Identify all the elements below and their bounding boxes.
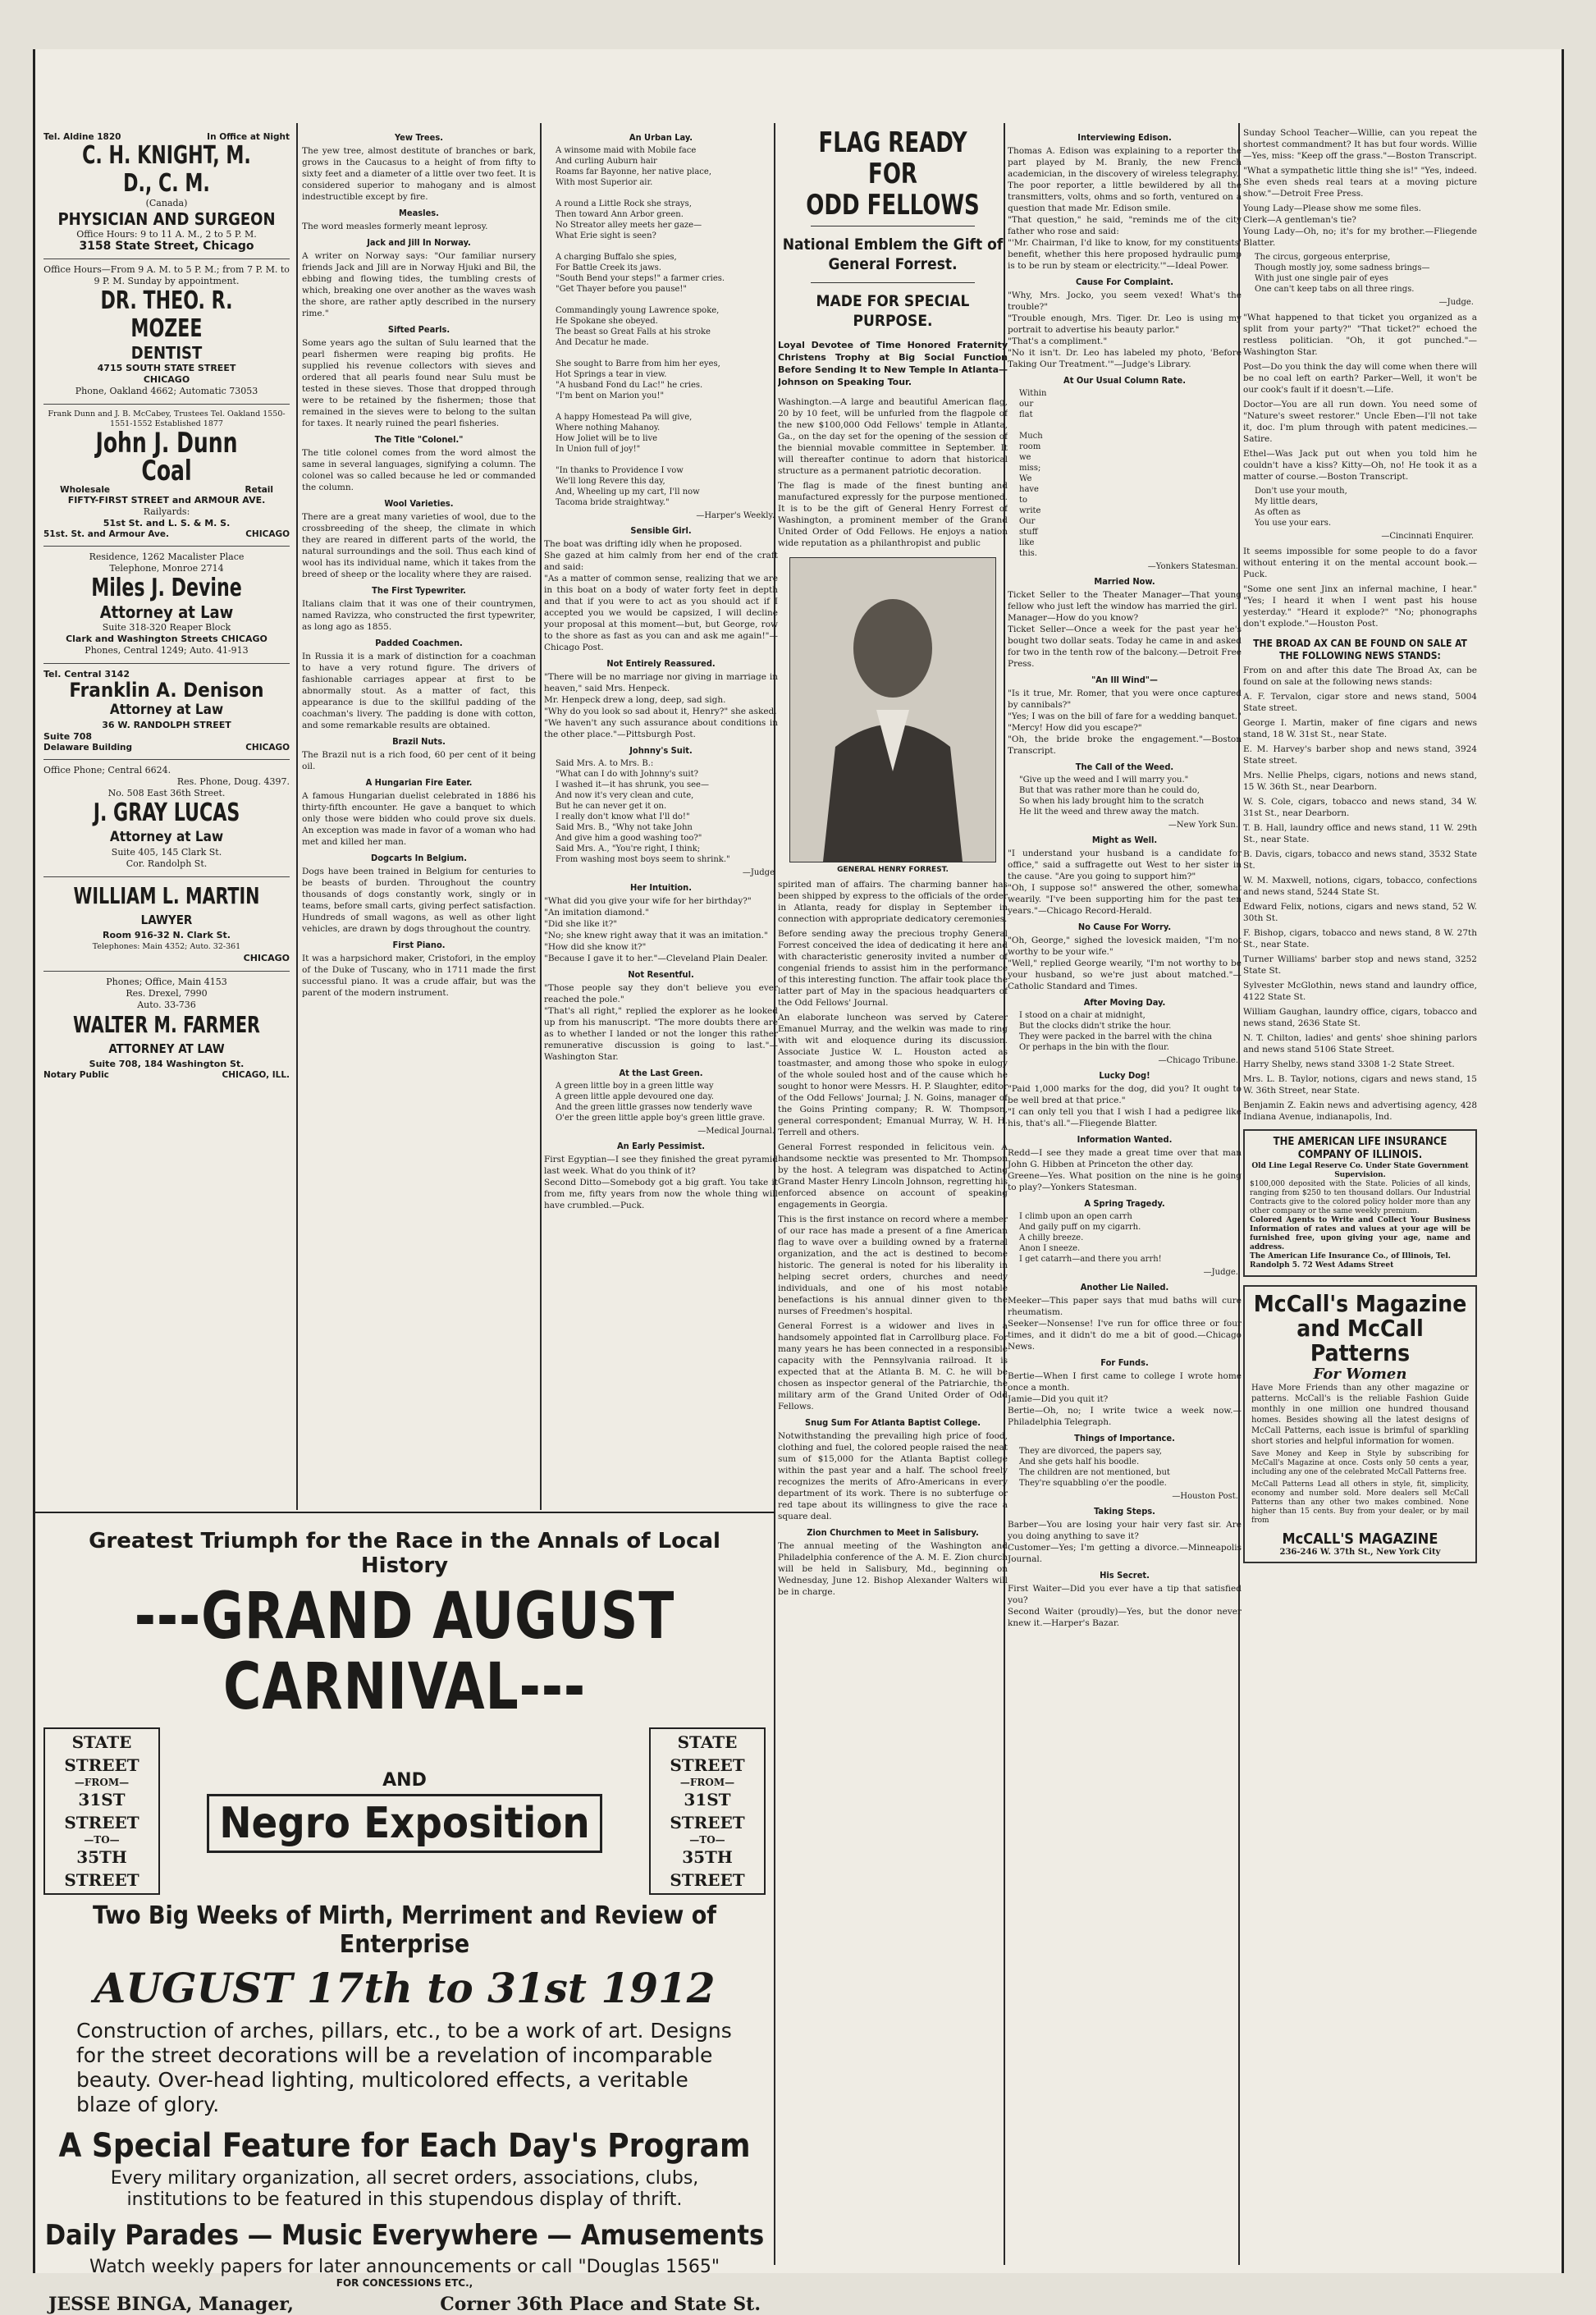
- brief-text: It was a harpsichord maker, Cristofori, in the employ of the Duke of Tuscany, who in 1711 made the first successful piano. It was a crude affair, but was the parent of the modern instrument.: [302, 954, 536, 998]
- card-farmer: Phones; Office, Main 4153 Res. Drexel, 7990 Auto. 33-736 WALTER M. FARMER ATTORNEY AT LAW Suite 708, 184 Washington St. Notary Public CHICAGO, ILL.: [43, 977, 290, 1080]
- joke-text: Meeker—This paper says that mud baths will cure rheumatism. Seeker—Nonsense! I've run for office three or four times, and it didn't do me a bit of good.—Chicago News.: [1008, 1296, 1242, 1352]
- humor-heading: An Urban Lay.: [629, 132, 693, 143]
- newsstand-entry: Sylvester McGlothin, news stand and laundry office, 4122 State St.: [1243, 981, 1477, 1002]
- joke-heading: Information Wanted.: [1077, 1134, 1173, 1145]
- quip-text: Sunday School Teacher—Willie, can you repeat the shortest commandment? It has but four words. Willie—Yes, miss: "Keep off the grass."—Boston Transcript.: [1243, 128, 1477, 161]
- humor-text: "There will be no marriage nor giving in marriage in heaven," said Mrs. Henpeck. Mr. Henpeck drew a long, deep, sad sigh. "Why do you look so sad about it, Henry?" she asked. "We haven't any such assurance about conditions in the other place."—Pittsburgh Post.: [544, 672, 778, 739]
- joke-heading: A Spring Tragedy.: [1084, 1198, 1165, 1209]
- card-lucas: Office Phone; Central 6624. Res. Phone, Doug. 4397. No. 508 East 36th Street. J. GRAY LUCAS Attorney at Law Suite 405, 145 Clark St. Cor. Randolph St.: [43, 760, 290, 877]
- newsstand-entry: T. B. Hall, laundry office and news stand, 11 W. 29th St., near State.: [1243, 823, 1477, 844]
- column-flag-article: FLAG READY FOR ODD FELLOWS National Emblem the Gift of General Forrest. MADE FOR SPECIAL PURPOSE. Loyal Devotee of Time Honored Fraternity Christens Trophy at Big Social Function Before Sending It to New Temple In Atlanta—Johnson on Speaking Tour. Washington.—A large and beautiful American flag, 20 by 10 feet, will be unfurled from the flagpole of the new $100,000 Odd Fellows' temple in Atlanta, Ga., on the day set for the opening of the session of the biennial movable committee in September. It will thereafter continue to adorn that historical structure as a permanent patriotic decoration. The flag is made of the finest bunting and manufactured expressly for the purpose mentioned. It is to be the gift of General Henry Forrest of Washington, a prominent member of the Grand United Order of Odd Fellows. He enjoys a nation wide reputation as a philanthropist and public GENERAL HENRY FORREST. spirited man of affairs. The charming banner has been shipped by express to the officials of the order in Atlanta, ready for display in September in connection with appropriate dedicatory ceremonies. Before sending away the precious trophy General Forrest conceived the idea of dedicating it here and with characteristic generosity invited a number of congenial friends to assist him in the performance of this interesting function. The affair took place the latter part of May in the spacious headquarters of the Odd Fellows' Journal. An elaborate luncheon was served by Caterer Emanuel Murray, and the welkin was made to ring with wit and eloquence during its discussion. Associate Justice W. L. Houston acted as toastmaster, and among those who spoke in eulogy of the whole souled host and of the cause which he sought to honor were Messrs. H. P. Slaughter, editor of the Odd Fellows' Journal; J. N. Goins, manager of the Goins Printing company; R. W. Thompson, general correspondent; Emanual Murray, W. H. H. Terrell and others. General Forrest responded in felicitous vein. A handsome necktie was presented to Mr. Thompson by the host. A telegram was dispatched to Acting Grand Master Henry Lincoln Johnson, regretting his enforced absence on account of speaking engagements in Georgia. This is the first instance on record where a member of our race has made a present of a fine American flag to wave over a building owned by a fraternal organization, and the act is destined to become historic. The general is noted for his liberality in helping secret orders, churches and needy individuals, and one of his most notable benefactions is his annual dinner given to the nurses of Freedmen's hospital. General Forrest is a widower and lives in a handsomely appointed flat in Carrollburg place. For many years he has been connected in a responsible capacity with the Pennsylvania railroad. It is expected that at the Atlanta B. M. C. he will be chosen as inspector general of the Patriarchie, the military arm of the Grand United Order of Odd Fellows. Snug Sum For Atlanta Baptist College. Notwithstanding the prevailing high price of food, clothing and fuel, the colored people raised the neat sum of $15,000 for the Atlanta Baptist college within the past year and a half. The school freely recognizes the merits of Afro-Americans in every department of its work. There is no subterfuge or red tape about its willingness to give the race a square deal. Zion Churchmen to Meet in Salisbury. The annual meeting of the Washington and Philadelphia conference of the A. M. E. Zion church will be held in Salisbury, Md., beginning on Wednesday, June 12. Bishop Alexander Walters will be in charge.: [778, 127, 1008, 1597]
- newsstand-entry: Benjamin Z. Eakin news and advertising agency, 428 Indiana Avenue, indianapolis, Ind.: [1243, 1100, 1477, 1122]
- humor-source: —Judge: [742, 868, 775, 877]
- portrait-caption: GENERAL HENRY FORREST.: [837, 866, 949, 874]
- humor-verse: A winsome maid with Mobile face And curling Auburn hair Roams far Bayonne, her native place, With most Superior air. A round a Little Rock she strays, Then toward Ann Arbor green. No Streator alley meets her gaze— What Erie sight is seen? A charging Buffalo she spies, For Battle Creek its jaws. "South Bend your steps!" a farmer cries. "Get Thayer before you pause!" Commandingly young Lawrence spoke, He Spokane she obeyed. The beast so Great Falls at his stroke And Decatur he made. She sought to Barre from him her eyes, Hot Springs a tear in view. "A husband Fond du Lac!" he cries. "I'm bent on Marion you!" A happy Homestead Pa will give, Where nothing Mahanoy. How Joliet will be to live In Union full of joy!" "In thanks to Providence I vow We'll long Revere this day, And, Wheeling up my cart, I'll now Tacoma bride straightway.": [556, 146, 725, 507]
- joke-text: "I understand your husband is a candidate for office," said a suffragette out West to her sister in the cause. "Are you going to support him?" "Oh, I suppose so!" answered the other, somewhat wearily. "I've been supporting him for the past ten years."—Chicago Record-Herald.: [1008, 849, 1242, 916]
- card-dunn: Frank Dunn and J. B. McCabey, Trustees Tel. Oakland 1550-1551-1552 Established 1877 John J. Dunn Coal Wholesale Retail FIFTY-FIRST STREET and ARMOUR AVE. Railyards: 51st St. and L. S. & M. S. 51st. St. and Armour Ave. CHICAGO: [43, 405, 290, 547]
- joke-heading: The Call of the Weed.: [1075, 762, 1174, 772]
- joke-text: Thomas A. Edison was explaining to a reporter the part played by M. Branly, the new French academician, in the discovery of wireless telegraphy. The poor reporter, a little bewildered by all the transmitters, volts, ohms and so forth, ventured on a question that made Mr. Edison smile. "That question," he said, "reminds me of the city father who rose and said: "'Mr. Chairman, I'd like to know, for my constituents' benefit, whether this here proposed hydraulic pump is to be run by steam or electricity.'"—Ideal Power.: [1008, 146, 1242, 271]
- humor-text: "What did you give your wife for her birthday?" "An imitation diamond." "Did she like it?" "No; she knew right away that it was an imitation." "How did she know it?" "Because I gave it to her."—Cleveland Plain Dealer.: [544, 896, 768, 963]
- joke-heading: Cause For Complaint.: [1076, 277, 1173, 287]
- joke-heading: At Our Usual Column Rate.: [1063, 375, 1186, 386]
- joke-heading: For Funds.: [1100, 1357, 1149, 1368]
- joke-text: Redd—I see they made a great time over that man John G. Hibben at Princeton the other day. Greene—Yes. What position on the nine is he going to play?—Yonkers Statesman.: [1008, 1148, 1242, 1192]
- newspaper-page: [33, 49, 1564, 2315]
- card-mozee: Office Hours—From 9 A. M. to 5 P. M.; from 7 P. M. to 9 P. M. Sunday by appointment. DR. THEO. R. MOZEE DENTIST 4715 SOUTH STATE STREET CHICAGO Phone, Oakland 4662; Automatic 73053: [43, 259, 290, 405]
- card-devine: Residence, 1262 Macalister Place Telephone, Monroe 2714 Miles J. Devine Attorney at Law Suite 318-320 Reaper Block Clark and Washington Streets CHICAGO Phones, Central 1249; Auto. 41-913: [43, 547, 290, 664]
- joke-source: —Judge.: [1203, 1268, 1238, 1277]
- joke-text: "Is it true, Mr. Romer, that you were once captured by cannibals?" "Yes; I was on the bill of fare for a wedding banquet." "Mercy! How did you escape?" "Oh, the bride broke the engagement."—Boston Transcript.: [1008, 689, 1242, 756]
- joke-text: Barber—You are losing your hair very fast sir. Are you doing anything to save it? Customer—Yes; I'm getting a divorce.—Minneapolis Journal.: [1008, 1520, 1242, 1564]
- humor-source: —Medical Journal.: [697, 1127, 775, 1136]
- quip-text: "What happened to that ticket you organized as a split from your party?" "That ticket?" echoed the restless politician. "Oh, it got punched."—Washington Star.: [1243, 313, 1477, 357]
- newsstand-entry: B. Davis, cigars, tobacco and news stand, 3532 State St.: [1243, 849, 1477, 871]
- joke-source: —Yonkers Statesman.: [1147, 562, 1238, 571]
- joke-source: —New York Sun.: [1168, 821, 1238, 830]
- newsstand-entry: E. M. Harvey's barber shop and news stand, 3924 State street.: [1243, 744, 1477, 766]
- humor-heading: An Early Pessimist.: [617, 1141, 705, 1151]
- joke-text: Ticket Seller to the Theater Manager—That young fellow who just left the window has married the girl. Manager—How do you know? Ticket Seller—Once a week for the past year he's bought two dollar seats. Today he came in and asked for two in the tenth row of the balcony.—Detroit Free Press.: [1008, 590, 1242, 669]
- humor-heading: Not Resentful.: [628, 969, 694, 980]
- mccall-ad: McCall's Magazine and McCall Patterns For Women Have More Friends than any other magazine or patterns. McCall's is the reliable Fashion Guide monthly in one million one hundred thousand homes. Besides showing all the latest designs of McCall Patterns, each issue is brimful of sparkling short stories and helpful information for women. Save Money and Keep in Style by subscribing for McCall's Magazine at once. Costs only 50 cents a year, including any one of the celebrated McCall Patterns free. McCall Patterns Lead all others in style, fit, simplicity, economy and number sold. More dealers sell McCall Patterns than any other two makes combined. None higher than 15 cents. Buy from your dealer, or by mail from McCALL'S MAGAZINE 236-246 W. 37th St., New York City: [1243, 1285, 1477, 1563]
- joke-verse: I climb upon an open carrh And gaily puff on my cigarrh. A chilly breeze. Anon I sneeze. I get catarrh—and there you arrh!: [1019, 1212, 1162, 1264]
- brief-heading: Jack and Jill In Norway.: [367, 237, 471, 248]
- newsstand-entry: A. F. Tervalon, cigar store and news stand, 5004 State street.: [1243, 692, 1477, 713]
- joke-heading: "An Ill Wind"—: [1091, 675, 1158, 685]
- article-deck: Loyal Devotee of Time Honored Fraternity Christens Trophy at Big Social Function Before Sending It to New Temple In Atlanta—Johnson on Speaking Tour.: [778, 340, 1008, 387]
- brief-text: The Brazil nut is a rich food, 60 per cent of it being oil.: [302, 750, 536, 771]
- joke-heading: Might as Well.: [1091, 835, 1158, 845]
- humor-heading: Sensible Girl.: [630, 525, 692, 536]
- brief-text: The title colonel comes from the word almost the same in several languages, signifying a column. The colonel was so called because he led or commanded the column.: [302, 448, 536, 492]
- card-knight: Tel. Aldine 1820 In Office at Night C. H. KNIGHT, M. D., C. M. (Canada) PHYSICIAN AND SURGEON Office Hours: 9 to 11 A. M., 2 to 5 P. M. 3158 State Street, Chicago: [43, 127, 290, 259]
- knight-name: C. H. KNIGHT, M. D., C. M.: [82, 141, 251, 198]
- ad-tagline: Greatest Triumph for the Race in the Annals of Local History: [89, 1529, 720, 1578]
- newsstand-entry: W. S. Cole, cigars, tobacco and news stand, 34 W. 31st St., near Dearborn.: [1243, 797, 1477, 818]
- quip-text: Doctor—You are all run down. You need some of "Nature's sweet restorer." Uncle Eben—I'll not take it, doc. I'm plum through with patent medicines.—Satire.: [1243, 400, 1477, 444]
- joke-text: "Why, Mrs. Jocko, you seem vexed! What's the trouble?" "Trouble enough, Mrs. Tiger. Dr. Leo is using my portrait to advertise his beauty parlor." "That's a compliment." "No it isn't. Dr. Leo has labeled my photo, 'Before Taking Our Treatment.'"—Judge's Library.: [1008, 291, 1242, 369]
- brief-heading: Padded Coachmen.: [375, 638, 463, 648]
- newsstand-entry: Turner Williams' barber stop and news stand, 3252 State St.: [1243, 954, 1477, 976]
- joke-text: "Paid 1,000 marks for the dog, did you? It ought to be well bred at that price." "I can only tell you that I wish I had a pedigree like his, that's all."—Fliegende Blatter.: [1008, 1084, 1242, 1128]
- humor-source: —Harper's Weekly.: [696, 511, 775, 520]
- newsstand-entry: W. M. Maxwell, notions, cigars, tobacco, confections and news stand, 5244 State St.: [1243, 876, 1477, 897]
- joke-heading: Taking Steps.: [1094, 1506, 1155, 1517]
- humor-text: "Those people say they don't believe you ever reached the pole." "That's all right," replied the explorer as he looked up from his manuscript. "The more doubts there are as to whether I landed or not the longer this rather remunerative discussion is going to last."—Washington Star.: [544, 983, 778, 1062]
- newsstand-entry: Edward Felix, notions, cigars and news stand, 52 W. 30th St.: [1243, 902, 1477, 923]
- quip-text: Post—Do you think the day will come when there will be no coal left on earth? Parker—Well, it won't be our cook's fault if it doesn't.—Life.: [1243, 362, 1477, 395]
- humor-text: The boat was drifting idly when he proposed. She gazed at him calmly from her end of the craft and said: "As a matter of common sense, realizing that we are in this boat on a body of water forty feet in depth and that if you were to act as you should act if I accepted you we would be capsized, I will decline your proposal at this moment—but, but George, row to the shore as fast as you can and ask me again!"—Chicago Post.: [544, 539, 778, 652]
- quip-text: Young Lady—Please show me some files. Clerk—A gentleman's tie? Young Lady—Oh, no; it's for my brother.—Fliegende Blatter.: [1243, 204, 1477, 248]
- quip-verse: The circus, gorgeous enterprise, Though mostly joy, some sadness brings— With just one single pair of eyes One can't keep tabs on all three rings.: [1255, 253, 1430, 294]
- brief-heading: Wool Varieties.: [384, 498, 454, 509]
- quip-source: —Judge.: [1438, 298, 1474, 307]
- joke-heading: Things of Importance.: [1074, 1433, 1175, 1443]
- humor-heading: Not Entirely Reassured.: [606, 658, 716, 669]
- newsstand-entry: William Gaughan, laundry office, cigars, tobacco and news stand, 2636 State St.: [1243, 1007, 1477, 1028]
- column-misc: Sunday School Teacher—Willie, can you repeat the shortest commandment? It has but four words. Willie—Yes, miss: "Keep off the grass."—Boston Transcript. "What a sympathetic little thing she is!" "Yes, indeed. She even sheds real tears at a moving picture show."—Detroit Free Press. Young Lady—Please show me some files. Clerk—A gentleman's tie? Young Lady—Oh, no; it's for my brother.—Fliegende Blatter. The circus, gorgeous enterprise, Though mostly joy, some sadness brings— With just one single pair of eyes One can't keep tabs on all three rings. —Judge. "What happened to that ticket you organized as a split from your party?" "That ticket?" echoed the restless politician. "Oh, it got punched."—Washington Star. Post—Do you think the day will come when there will be no coal left on earth? Parker—Well, it won't be our cook's fault if it doesn't.—Life. Doctor—You are all run down. You need some of "Nature's sweet restorer." Uncle Eben—I'll not take it, doc. I'm plum through with patent medicines.—Satire. Ethel—Was Jack put out when you told him he couldn't have a kiss? Kitty—Oh, no! He took it as a matter of course.—Boston Transcript. Don't use your mouth, My little dears, As often as You use your ears. —Cincinnati Enquirer. It seems impossible for some people to do a favor without entering it on the mental account book.—Puck. "Some one sent Jinx an infernal machine, I hear." "Yes; I heard it when I went past his house yesterday." "Heard it explode?" "No; phonographs don't explode."—Houston Post. THE BROAD AX CAN BE FOUND ON SALE AT THE FOLLOWING NEWS STANDS: From on and after this date The Broad Ax, can be found on sale at the following news stands: A. F. Tervalon, cigar store and news stand, 5004 State street. George I. Martin, maker of fine cigars and news stand, 18 W. 31st St., near State. E. M. Harvey's barber shop and news stand, 3924 State street. Mrs. Nellie Phelps, cigars, notions and news stand, 15 W. 36th St., near Dearborn. W. S. Cole, cigars, tobacco and news stand, 34 W. 31st St., near Dearborn. T. B. Hall, laundry office and news stand, 11 W. 29th St., near State. B. Davis, cigars, tobacco and news stand, 3532 State St. W. M. Maxwell, notions, cigars, tobacco, confections and news stand, 5244 State St. Edward Felix, notions, cigars and news stand, 52 W. 30th St. F. Bishop, cigars, tobacco and news stand, 8 W. 27th St., near State. Turner Williams' barber stop and news stand, 3252 State St. Sylvester McGlothin, news stand and laundry office, 4122 State St. William Gaughan, laundry office, cigars, tobacco and news stand, 2636 State St. N. T. Chilton, ladies' and gents' shoe shining parlors and news stand 5106 State Street. Harry Shelby, news stand 3308 1-2 State Street. Mrs. L. B. Taylor, notions, cigars and news stand, 15 W. 36th Street, near State. Benjamin Z. Eakin news and advertising agency, 428 Indiana Avenue, indianapolis, Ind. THE AMERICAN LIFE INSURANCE COMPANY OF ILLINOIS. Old Line Legal Reserve Co. Under State Government Supervision. $100,000 deposited with the State. Policies of all kinds, ranging from $250 to ten thousand dollars. Our Industrial Contracts give to the colored policy holder more than any other company or the same weekly premium. Colored Agents to Write and Collect Your Business Information of rates and values at your age will be furnished free, upon giving your age, name and address. The American Life Insurance Co., of Illinois, Tel. Randolph 5. 72 West Adams Street McCall's Magazine and McCall Patterns For Women Have More Friends than any other magazine or patterns. McCall's is the reliable Fashion Guide monthly in one million one hundred thousand homes. Besides showing all the latest designs of McCall Patterns, each issue is brimful of sparkling short stories and helpful information for women. Save Money and Keep in Style by subscribing for McCall's Magazine at once. Costs only 50 cents a year, including any one of the celebrated McCall Patterns free. McCall Patterns Lead all others in style, fit, simplicity, economy and number sold. More dealers sell McCall Patterns than any other two makes combined. None higher than 15 cents. Buy from your dealer, or by mail from McCALL'S MAGAZINE 236-246 W. 37th St., New York City: [1243, 127, 1477, 2277]
- joke-heading: Married Now.: [1094, 576, 1155, 587]
- joke-heading: Interviewing Edison.: [1077, 132, 1172, 143]
- humor-text: First Egyptian—I see they finished the great pyramid last week. What do you think of it? Second Ditto—Somebody got a big graft. You take it from me, fifty years from now the whole thing will have crumbled.—Puck.: [544, 1155, 778, 1210]
- brief-text: In Russia it is a mark of distinction for a coachman to have a very rotund figure. The drivers of fashionable carriages appear at first to be abnormally stout. As a matter of fact, this appearance is due to the skillful padding of the coachman's livery. The padding is done with cotton, and some remarkable results are obtained.: [302, 652, 536, 730]
- brief-heading: The Title "Colonel.": [374, 434, 464, 445]
- joke-text: Bertie—When I first came to college I wrote home once a month. Jamie—Did you quit it? Bertie—Oh, no; I write twice a week now.—Philadelphia Telegraph.: [1008, 1371, 1242, 1427]
- newsstand-entry: Mrs. Nellie Phelps, cigars, notions and news stand, 15 W. 36th St., near Dearborn.: [1243, 771, 1477, 792]
- brief-heading: Brazil Nuts.: [392, 736, 446, 747]
- humor-verse: A green little boy in a green little way A green little apple devoured one day. And the green little grasses now tenderly wave O'er the green little apple boy's green little grave.: [556, 1082, 766, 1123]
- brief-heading: Yew Trees.: [395, 132, 443, 143]
- newsstand-entry: Mrs. L. B. Taylor, notions, cigars and news stand, 15 W. 36th Street, near State.: [1243, 1074, 1477, 1096]
- joke-text: "Oh, George," sighed the lovesick maiden, "I'm not worthy to be your wife." "Well," replied George wearily, "I'm not worthy to be your husband, so we're just about matched."—Catholic Standard and Times.: [1008, 936, 1242, 991]
- brief-text: Some years ago the sultan of Sulu learned that the pearl fishermen were reaping big profits. He supplied his revenue collectors with sieves and ordered that all pearls found near Sulu must be tested in these sieves. Those that dropped through were to be retained by the fishermen; those that remained in the sieves were to belong to the sultan for taxes. It nearly ruined the pearl fisheries.: [302, 338, 536, 428]
- carnival-advertisement: Greatest Triumph for the Race in the Annals of Local History ---GRAND AUGUST CARNIVAL--- STATE STREET —FROM— 31ST STREET —TO— 35TH STREET AND Negro Exposition STATE STREET —FROM— 31ST STREET —TO— 35TH STREET Two Big Weeks of Mirth, Merriment and Review of Enterprise AUGUST 17th to 31st 1912 Construction of arches, pillars, etc., to be a work of art. Designs for the street decorations will be a revelation of incomparable beauty. Over-head lighting, multicolored effects, a veritable blaze of glory. A Special Feature for Each Day's Program Every military organization, all secret orders, associations, clubs, institutions to be featured in this stupendous display of thrift. Daily Parades — Music Everywhere — Amusements Watch weekly papers for later announcements or call "Douglas 1565" FOR CONCESSIONS ETC., JESSE BINGA, Manager, Corner 36th Place and State St.: [44, 1529, 765, 2315]
- ad-title: ---GRAND AUGUST CARNIVAL---: [134, 1580, 675, 1724]
- humor-heading: At the Last Green.: [619, 1068, 703, 1078]
- newsstand-entry: George I. Martin, maker of fine cigars and news stand, 18 W. 31st St., near State.: [1243, 718, 1477, 739]
- headline-flag: FLAG READY FOR: [818, 127, 967, 190]
- subhead-emblem: National Emblem the Gift of General Forrest.: [782, 236, 1004, 273]
- joke-text: First Waiter—Did you ever have a tip that satisfied you? Second Waiter (proudly)—Yes, but the donor never knew it.—Harper's Bazar.: [1008, 1584, 1242, 1628]
- brief-text: There are a great many varieties of wool, due to the crossbreeding of the sheep, the climate in which they are reared in different parts of the world, the natural surroundings and the soil. Thus each kind of wool has its individual name, which it takes from the breed of sheep or the locality where they are raised.: [302, 512, 536, 579]
- ad-street-box-right: STATE STREET —FROM— 31ST STREET —TO— 35TH STREET: [649, 1727, 766, 1895]
- portrait-photo: [789, 557, 996, 862]
- card-martin: WILLIAM L. MARTIN LAWYER Room 916-32 N. Clark St. Telephones: Main 4352; Auto. 32-361 CHICAGO: [43, 877, 290, 972]
- brief-heading: Measles.: [399, 208, 439, 218]
- humor-heading: Johnny's Suit.: [629, 745, 693, 756]
- quip-text: "Some one sent Jinx an infernal machine, I hear." "Yes; I heard it when I went past his house yesterday." "Heard it explode?" "No; phonographs don't explode."—Houston Post.: [1243, 584, 1477, 629]
- humor-verse: Said Mrs. A. to Mrs. B.: "What can I do with Johnny's suit? I washed it—it has shrunk, you see— And now it's very clean and cute, But he can never get it on. I really don't know what I'll do!" Said Mrs. B., "Why not take John And give him a good washing too?" Said Mrs. A., "You're right, I think; From washing most boys seem to shrink.": [556, 759, 730, 864]
- quip-text: It seems impossible for some people to do a favor without entering it on the mental account book.—Puck.: [1243, 547, 1477, 579]
- brief-text: The word measles formerly meant leprosy.: [302, 222, 488, 231]
- column-humor: [544, 127, 778, 1514]
- quip-verse: Don't use your mouth, My little dears, As often as You use your ears.: [1255, 487, 1347, 528]
- column-jokes: [1008, 127, 1242, 2277]
- column-professional-cards: [43, 127, 290, 1506]
- quip-text: Ethel—Was Jack put out when you told him he couldn't have a kiss? Kitty—Oh, no! He took it as a matter of course.—Boston Transcript.: [1243, 449, 1477, 482]
- portrait-image: [790, 558, 995, 862]
- joke-heading: After Moving Day.: [1083, 997, 1166, 1008]
- newsstand-entry: Harry Shelby, news stand 3308 1-2 State Street.: [1243, 1059, 1455, 1069]
- joke-heading: His Secret.: [1100, 1570, 1150, 1581]
- joke-source: —Chicago Tribune.: [1158, 1056, 1238, 1065]
- newsstand-entry: N. T. Chilton, ladies' and gents' shoe shining parlors and news stand 5106 State Street.: [1243, 1033, 1477, 1055]
- brief-heading: The First Typewriter.: [372, 585, 466, 596]
- ad-street-box-left: STATE STREET —FROM— 31ST STREET —TO— 35TH STREET: [43, 1727, 160, 1895]
- quip-text: "What a sympathetic little thing she is!" "Yes, indeed. She even sheds real tears at a moving picture show."—Detroit Free Press.: [1243, 166, 1477, 199]
- humor-heading: Her Intuition.: [630, 882, 692, 893]
- brief-text: Dogs have been trained in Belgium for centuries to be beasts of burden. Throughout the country thousands of dogs constantly work, singly or in teams, before small carts, giving perfect satisfaction. Hundreds of small wagons, as well as other light vehicles, are drawn by dogs throughout the country.: [302, 867, 536, 934]
- joke-verse: They are divorced, the papers say, And she gets half his boodle. The children are not mentioned, but They're squabbling o'er the poodle.: [1019, 1447, 1170, 1488]
- joke-verse: I stood on a chair at midnight, But the clocks didn't strike the hour. They were packed in the barrel with the china Or perhaps in the bin with the flour.: [1019, 1011, 1212, 1052]
- card-denison: Tel. Central 3142 Franklin A. Denison Attorney at Law 36 W. RANDOLPH STREET Suite 708 Delaware Building CHICAGO: [43, 664, 290, 760]
- quip-source: —Cincinnati Enquirer.: [1381, 532, 1474, 541]
- joke-verse: Within our flat Much room we miss; We have to write Our stuff like this.: [1019, 389, 1047, 558]
- joke-heading: No Cause For Worry.: [1077, 922, 1172, 932]
- brief-heading: Dogcarts In Belgium.: [371, 853, 467, 863]
- ad-exposition: Negro Exposition: [207, 1794, 601, 1853]
- newsstand-entry: F. Bishop, cigars, tobacco and news stand, 8 W. 27th St., near State.: [1243, 928, 1477, 949]
- brief-text: The yew tree, almost destitute of branches or bark, grows in the Caucasus to a height of from fifty to sixty feet and a diameter of a little over two feet. It is considered superior to mahogany and is almost indestructible except by fire.: [302, 146, 536, 202]
- brief-text: A famous Hungarian duelist celebrated in 1886 his thirty-fifth encounter. He gave a banquet to which only those were bidden who could prove six duels. An exception was made in favor of a woman who had met and killed her man.: [302, 791, 536, 847]
- ad-dates: AUGUST 17th to 31st 1912: [94, 1964, 716, 2012]
- joke-heading: Lucky Dog!: [1099, 1070, 1150, 1081]
- insurance-ad: THE AMERICAN LIFE INSURANCE COMPANY OF ILLINOIS. Old Line Legal Reserve Co. Under State Government Supervision. $100,000 deposited with the State. Policies of all kinds, ranging from $250 to ten thousand dollars. Our Industrial Contracts give to the colored policy holder more than any other company or the same weekly premium. Colored Agents to Write and Collect Your Business Information of rates and values at your age will be furnished free, upon giving your age, name and address. The American Life Insurance Co., of Illinois, Tel. Randolph 5. 72 West Adams Street: [1243, 1129, 1477, 1277]
- brief-heading: Sifted Pearls.: [387, 324, 450, 335]
- joke-verse: "Give up the weed and I will marry you." But that was rather more than he could do, So when his lady brought him to the scratch He lit the weed and threw away the match.: [1019, 775, 1205, 817]
- newsstands-heading: THE BROAD AX CAN BE FOUND ON SALE AT THE FOLLOWING NEWS STANDS:: [1253, 638, 1467, 661]
- joke-source: —Houston Post.: [1172, 1492, 1238, 1501]
- brief-heading: A Hungarian Fire Eater.: [365, 777, 473, 788]
- brief-heading: First Piano.: [392, 940, 446, 950]
- headline-odd-fellows: ODD FELLOWS: [806, 189, 980, 222]
- brief-text: Italians claim that it was one of their countrymen, named Ravizza, who constructed the first typewriter, as long ago as 1855.: [302, 599, 536, 632]
- column-brief-items: [302, 127, 536, 1514]
- joke-heading: Another Lie Nailed.: [1080, 1282, 1169, 1292]
- brief-text: A writer on Norway says: "Our familiar nursery friends Jack and Jill are in Norway Hjuki and Bil, the ebbing and flowing tides, the tumbling crests of which, breaking one over another as the waves wash the shore, are rather aptly described in the nursery rime.": [302, 251, 536, 318]
- subhead-purpose: MADE FOR SPECIAL PURPOSE.: [816, 292, 970, 330]
